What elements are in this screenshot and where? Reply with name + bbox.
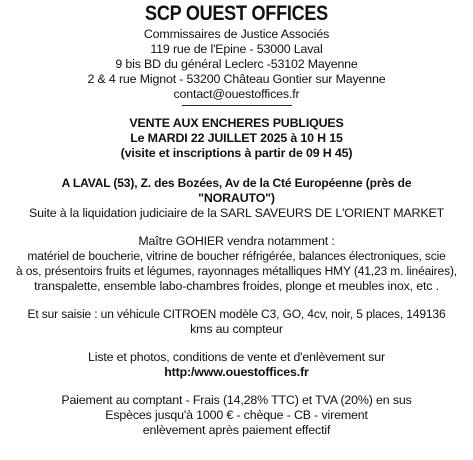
items-line-3: transpalette, ensemble labo-chambres froides, plonge et meubles inox, etc . bbox=[34, 279, 439, 293]
legal-notice bbox=[0, 1, 473, 460]
company-title: SCP OUEST OFFICES bbox=[145, 2, 328, 25]
payment-line-1: Paiement au comptant - Frais (14,28% TTC) et TVA (20%) en sus bbox=[61, 393, 412, 407]
address-line-chateau-gontier: 2 & 4 rue Mignot - 53200 Château Gontier sur Mayenne bbox=[87, 72, 386, 86]
payment-line-3: enlèvement après paiement effectif bbox=[142, 423, 331, 437]
sale-visit-hours: (visite et inscriptions à partir de 09 H 45) bbox=[120, 146, 353, 160]
sale-location-line-1: A LAVAL (53), Z. des Bozées, Av de la Cté Européenne (près de bbox=[61, 176, 412, 190]
info-line: Liste et photos, conditions de vente et d'enlèvement sur bbox=[87, 350, 386, 364]
liquidation-context: Suite à la liquidation judiciaire de la SARL SAVEURS DE L'ORIENT MARKET bbox=[28, 206, 444, 220]
sale-location-line-2: "NORAUTO") bbox=[198, 191, 275, 205]
items-line-1: matériel de boucherie, vitrine de boucher réfrigérée, balances électroniques, scie bbox=[27, 249, 446, 263]
vehicle-line-2: kms au compteur bbox=[190, 322, 283, 336]
address-line-mayenne: 9 bis BD du général Leclerc -53102 Mayenne bbox=[115, 57, 358, 71]
sale-date: Le MARDI 22 JUILLET 2025 à 10 H 15 bbox=[130, 131, 343, 145]
vehicle-line-1: Et sur saisie : un véhicule CITROEN modèle C3, GO, 4cv, noir, 5 places, 149136 bbox=[27, 307, 446, 321]
header-divider bbox=[182, 105, 292, 106]
contact-email[interactable]: contact@ouestoffices.fr bbox=[173, 87, 300, 101]
items-line-2: à os, présentoirs fruits et légumes, rayonnages métalliques HMY (41,23 m. linéaires), bbox=[15, 264, 457, 278]
payment-line-2: Espèces jusqu'à 1000 € - chèque - CB - virement bbox=[105, 408, 368, 422]
sale-heading: VENTE AUX ENCHERES PUBLIQUES bbox=[129, 116, 344, 130]
website-link[interactable]: http:/www.ouestoffices.fr bbox=[164, 365, 309, 379]
company-subtitle: Commissaires de Justice Associés bbox=[143, 27, 330, 41]
auctioneer-intro: Maître GOHIER vendra notamment : bbox=[138, 234, 335, 248]
address-line-laval: 119 rue de l'Epine - 53000 Laval bbox=[150, 42, 323, 56]
